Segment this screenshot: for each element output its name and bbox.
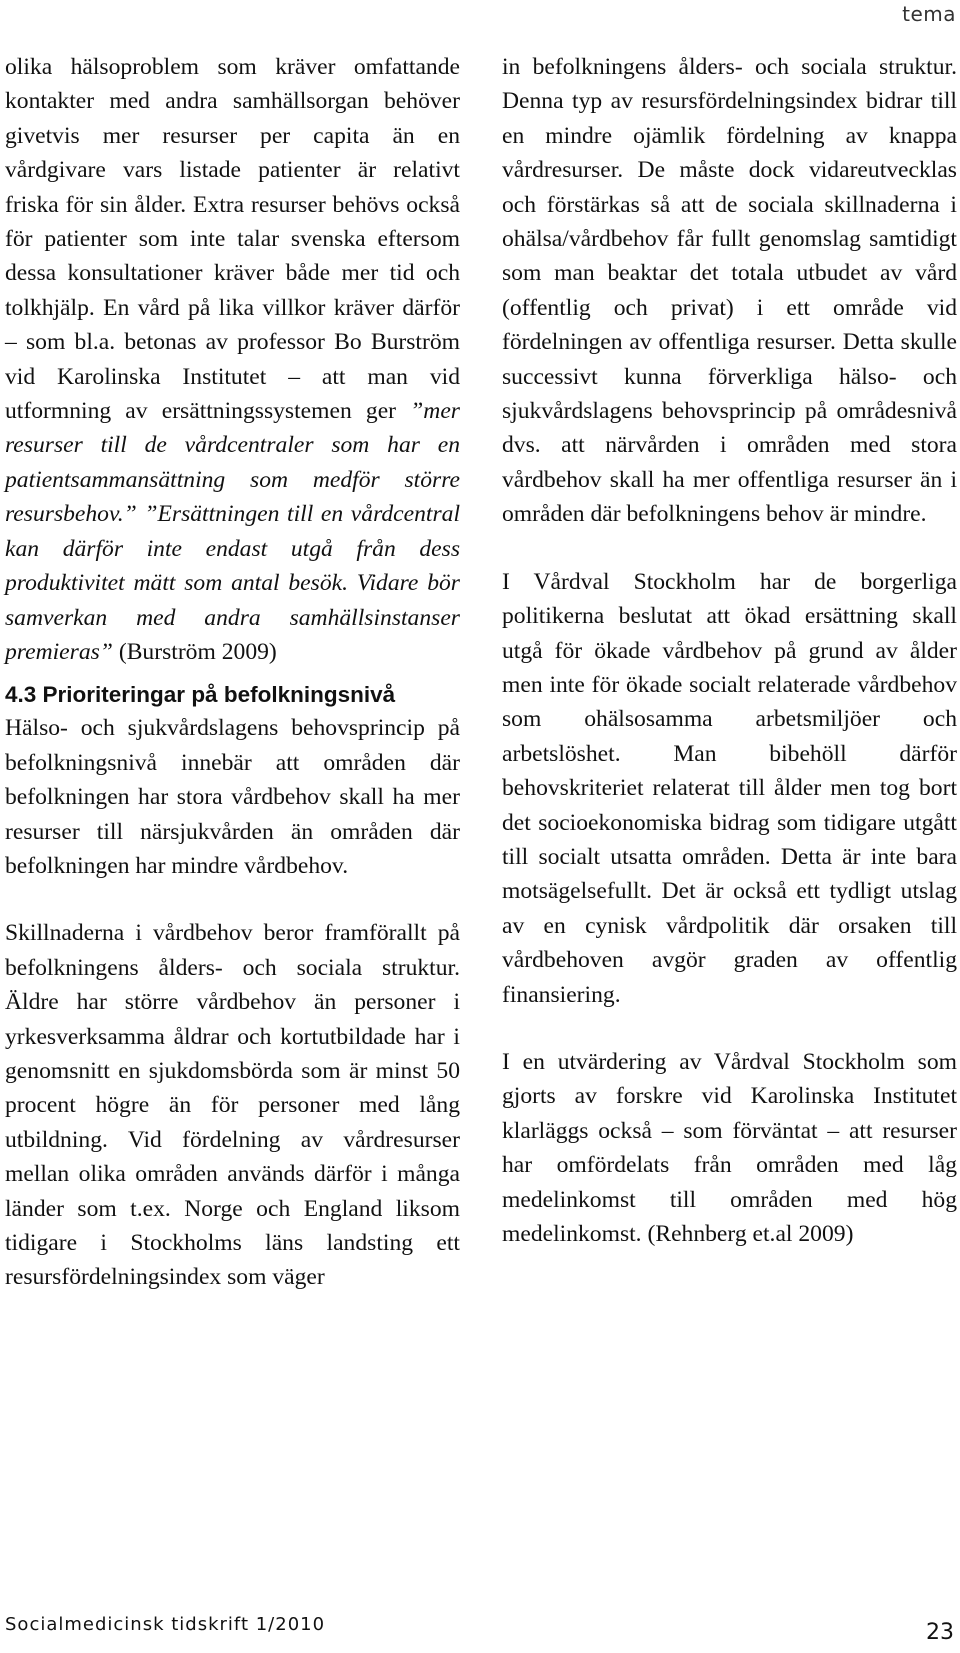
citation-burstrom: (Burström 2009): [112, 638, 277, 665]
paragraph-intro-text: olika hälsoproblem som kräver omfattande kontakter med andra samhällsorgan behöver givetvis mer resurser per capita än en vårdgivare vars listade patienter är relativt friska för sin ålder. Extra resurser behövs också för patienter som inte talar svenska eftersom dessa konsultationer kräver både mer tid och tolkhjälp. En vård på lika villkor kräver därför – som bl.a. betonas av professor Bo Burström vid Karolinska Institutet – att man vid utformning av ersättningssystemen ger: [5, 54, 460, 425]
paragraph-intro: [5, 50, 460, 669]
journal-footer: Socialmedicinsk tidskrift 1/2010: [5, 1614, 326, 1635]
paragraph-behovsprincip: Hälso- och sjukvårdslagens behovsprincip på befolkningsnivå innebär att områden där befolkningen har stora vårdbehov skall ha mer resurser till närsjukvården än områden där befolkningen har mindre vårdbehov.: [5, 715, 460, 879]
burstrom-quote: ”mer resurser till de vårdcentraler som har en patientsammansättning som medför större resursbehov.” ”Ersättningen till en vårdcentral kan därför inte endast utgå från dess produktivitet mätt som antal besök. Vidare bör samverkan med andra samhällsinstanser premieras”: [5, 398, 460, 665]
page-number: 23: [926, 1620, 954, 1645]
right-column: [502, 50, 957, 1251]
section-tag: tema: [902, 2, 956, 26]
paragraph-vardval: I Vårdval Stockholm har de borgerliga politikerna beslutat att ökad ersättning skall utgå för ökade vårdbehov på grund av ålder men inte för ökade socialt relaterade vårdbehov som ohälsosamma arbetsmiljöer och arbetslöshet. Man bibehöll därför behovskriteriet relaterat till ålder men tog bort det socioekonomiska bidrag som tidigare utgått till socialt utsatta områden. Detta är inte bara motsägelsefullt. Det är också ett tydligt utslag av en cynisk vårdpolitik där orsaken till vårdbehoven avgör graden av offentlig finansiering.: [502, 568, 957, 1008]
paragraph-index: in befolkningens ålders- och sociala struktur. Denna typ av resursfördelningsindex bidrar till en mindre ojämlik fördelning av knappa vårdresurser. De måste dock vidareutvecklas och förstärkas så att de sociala skillnaderna i ohälsa/vårdbehov får fullt genomslag samtidigt som man beaktar det totala utbudet av vård (offentlig och privat) i ett område vid fördelningen av offentliga resurser. Detta skulle successivt kunna förverkliga hälso- och sjukvårdslagens behovsprincip på områdesnivå dvs. att närvården i områden med stora vårdbehov skall ha mer offentliga resurser än i områden där befolkningens behov är mindre.: [502, 54, 957, 528]
section-heading: 4.3 Prioriteringar på befolkningsnivå: [5, 682, 396, 708]
left-column: [5, 50, 460, 1295]
paragraph-utvardering: I en utvärdering av Vårdval Stockholm som gjorts av forskre vid Karolinska Institutet klarläggs också – som förväntat – att resurser har omfördelats från områden med låg medelinkomst till områden med hög medelinkomst. (Rehnberg et.al 2009): [502, 1048, 957, 1247]
paragraph-skillnader: Skillnaderna i vårdbehov beror framförallt på befolkningens ålders- och sociala struktur. Äldre har större vårdbehov än personer i yrkesverksamma åldrar och kortutbildade har i genomsnitt en sjukdomsbörda som är minst 50 procent högre än för personer med lång utbildning. Vid fördelning av vårdresurser mellan olika områden används därför i många länder som t.ex. Norge och England liksom tidigare i Stockholms läns landsting ett resursfördelningsindex som väger: [5, 920, 460, 1291]
